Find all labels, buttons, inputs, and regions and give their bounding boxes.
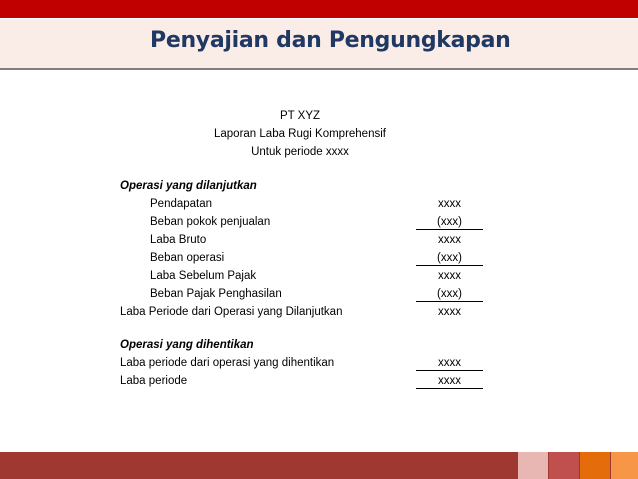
statement-row-label: Laba periode dari operasi yang dihentikan — [120, 357, 335, 369]
company-name: PT XYZ — [279, 110, 321, 122]
report-name: Laporan Laba Rugi Komprehensif — [214, 128, 386, 140]
footer-accent-square — [549, 452, 579, 479]
statement-row-label: Laba periode — [120, 375, 188, 387]
statement-row-value: xxxx — [438, 270, 461, 282]
footer-accent-square — [518, 452, 548, 479]
continuing-operations-heading: Operasi yang dilanjutkan — [120, 180, 257, 192]
statement-row-value: (xxx) — [416, 252, 483, 266]
statement-row-label: Laba Bruto — [150, 234, 207, 246]
statement-row-label: Pendapatan — [150, 198, 213, 210]
statement-row-value: xxxx — [438, 198, 461, 210]
statement-row-value: xxxx — [416, 375, 483, 389]
statement-row-label: Laba Sebelum Pajak — [150, 270, 257, 282]
statement-row-value: xxxx — [416, 357, 483, 371]
continuing-total-value: xxxx — [438, 306, 461, 318]
discontinued-operations-heading: Operasi yang dihentikan — [120, 339, 254, 351]
footer-accent-square — [580, 452, 610, 479]
statement-row-value: xxxx — [438, 234, 461, 246]
report-period: Untuk periode xxxx — [251, 146, 349, 158]
statement-row-value: (xxx) — [416, 288, 483, 302]
footer-accent-square — [611, 452, 638, 479]
statement-row-label: Beban pokok penjualan — [150, 216, 271, 228]
statement-row-label: Beban operasi — [150, 252, 225, 264]
statement-row-value: (xxx) — [416, 216, 483, 230]
continuing-total-label: Laba Periode dari Operasi yang Dilanjutkan — [120, 306, 343, 318]
statement-row-label: Beban Pajak Penghasilan — [150, 288, 282, 300]
slide-title: Penyajian dan Pengungkapan — [150, 28, 511, 53]
